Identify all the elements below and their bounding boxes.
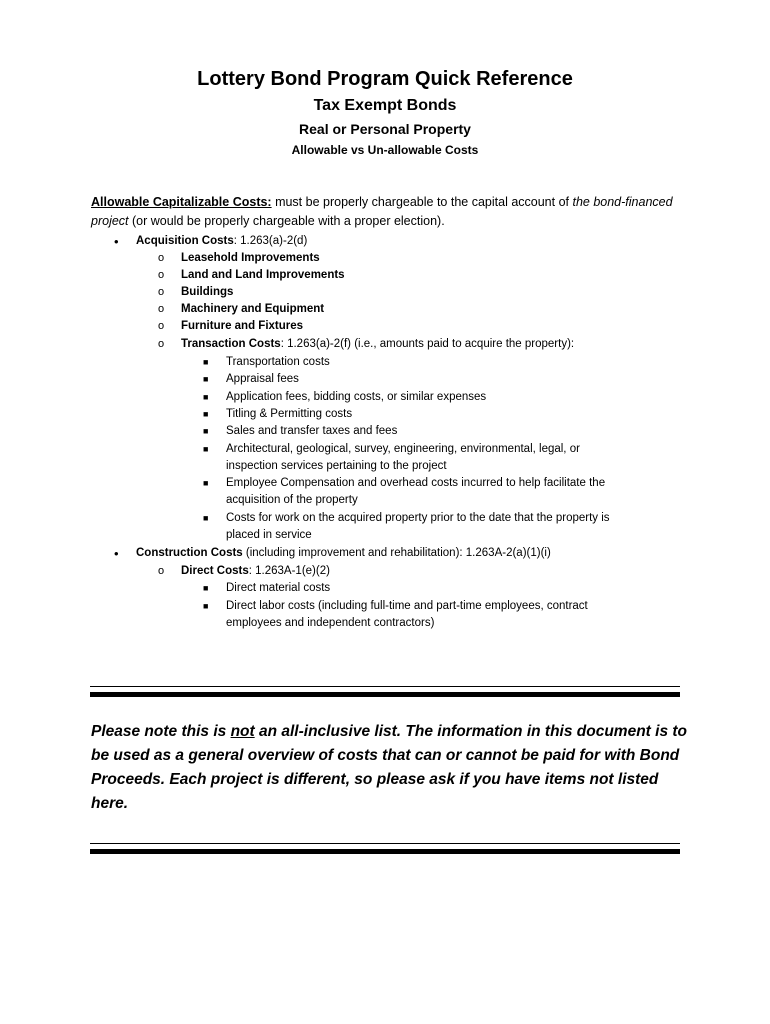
list-item: Transportation costs [226, 356, 330, 368]
list-item: Costs for work on the acquired property prior to the date that the property is [226, 512, 610, 524]
list-item: Direct material costs [226, 582, 331, 594]
square-bullet-icon: ■ [203, 409, 209, 419]
page-subtitle-3: Allowable vs Un-allowable Costs [291, 143, 479, 157]
bullet-icon: • [114, 546, 119, 561]
square-bullet-icon: ■ [203, 601, 209, 611]
list-item: Sales and transfer taxes and fees [226, 425, 398, 437]
list-item-continuation: placed in service [226, 529, 312, 541]
direct-costs-label: Direct Costs [181, 565, 249, 577]
list-item: Land and Land Improvements [181, 269, 345, 281]
list-item: Furniture and Fixtures [181, 320, 304, 332]
note-text-a: Please note this is [91, 723, 231, 740]
square-bullet-icon: ■ [203, 444, 209, 454]
note-text-b: an all-inclusive list. The information in this document is to be used as a general overview of costs that can or cannot be paid for with Bond Proceeds. Each project is different, so please ask if you have items not listed here. [91, 723, 687, 812]
circle-bullet-icon: o [158, 303, 165, 315]
list-item: Application fees, bidding costs, or similar expenses [226, 391, 487, 403]
transaction-costs-item [181, 336, 574, 353]
circle-bullet-icon: o [158, 269, 165, 281]
acquisition-costs-label: Acquisition Costs [136, 235, 234, 247]
circle-bullet-icon: o [158, 286, 165, 298]
intro-text-b: (or would be properly chargeable with a proper election). [128, 214, 445, 228]
square-bullet-icon: ■ [203, 374, 209, 384]
list-item: Employee Compensation and overhead costs incurred to help facilitate the [226, 477, 606, 489]
transaction-costs-ref: : 1.263(a)-2(f) (i.e., amounts paid to acquire the property): [280, 338, 575, 350]
square-bullet-icon: ■ [203, 357, 209, 367]
square-bullet-icon: ■ [203, 478, 209, 488]
page-title: Lottery Bond Program Quick Reference [197, 68, 573, 90]
circle-bullet-icon: o [158, 565, 165, 577]
square-bullet-icon: ■ [203, 583, 209, 593]
intro-italic: the bond-financed project [91, 195, 673, 228]
circle-bullet-icon: o [158, 338, 165, 350]
list-item: Machinery and Equipment [181, 303, 325, 315]
intro-label: Allowable Capitalizable Costs: [91, 195, 272, 209]
direct-costs-ref: : 1.263A-1(e)(2) [248, 565, 330, 577]
list-item-continuation: employees and independent contractors) [226, 617, 435, 629]
square-bullet-icon: ■ [203, 426, 209, 436]
intro-text-a: must be properly chargeable to the capital account of [271, 195, 573, 209]
circle-bullet-icon: o [158, 320, 165, 332]
acquisition-costs-ref: : 1.263(a)-2(d) [233, 235, 308, 247]
list-item: Appraisal fees [226, 373, 299, 385]
construction-costs-item [136, 545, 551, 562]
divider-top [90, 686, 680, 697]
construction-costs-ref: (including improvement and rehabilitation): 1.263A-2(a)(1)(i) [242, 547, 551, 559]
list-item-continuation: acquisition of the property [226, 494, 358, 506]
intro-paragraph [91, 193, 691, 231]
disclaimer-note [91, 720, 691, 816]
page-subtitle-2: Real or Personal Property [299, 121, 471, 137]
square-bullet-icon: ■ [203, 392, 209, 402]
square-bullet-icon: ■ [203, 513, 209, 523]
list-item: Architectural, geological, survey, engineering, environmental, legal, or [226, 443, 580, 455]
note-emphasis: not [230, 723, 255, 740]
list-item: Buildings [181, 286, 234, 298]
list-item: Leasehold Improvements [181, 252, 320, 264]
acquisition-costs-item [136, 233, 307, 250]
construction-costs-label: Construction Costs [136, 547, 243, 559]
page-subtitle: Tax Exempt Bonds [313, 97, 457, 114]
direct-costs-item [181, 563, 330, 580]
list-item-continuation: inspection services pertaining to the project [226, 460, 447, 472]
transaction-costs-label: Transaction Costs [181, 338, 281, 350]
divider-bottom [90, 843, 680, 854]
list-item: Titling & Permitting costs [226, 408, 353, 420]
bullet-icon: • [114, 234, 119, 249]
circle-bullet-icon: o [158, 252, 165, 264]
list-item: Direct labor costs (including full-time and part-time employees, contract [226, 600, 588, 612]
